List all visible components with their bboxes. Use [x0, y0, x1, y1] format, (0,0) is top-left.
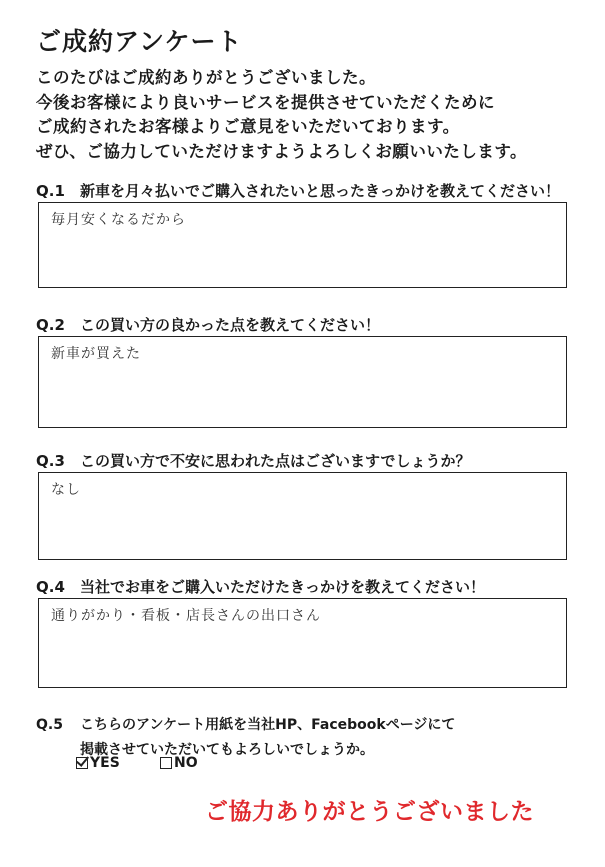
question-number: Q.2: [36, 316, 65, 334]
option-no[interactable]: [160, 755, 198, 771]
question-text: この買い方で不安に思われた点はございますでしょうか？: [80, 452, 471, 470]
question-text: 新車を月々払いでご購入されたいと思ったきっかけを教えてください！: [80, 182, 561, 200]
question-number: Q.3: [36, 452, 65, 470]
question-number: Q.5: [36, 717, 63, 733]
checkbox-checked-icon[interactable]: [76, 757, 88, 769]
question-text: こちらのアンケート用紙を当社HP、Facebookページにて: [80, 717, 456, 733]
answer-box-4[interactable]: [38, 598, 567, 688]
answer-text: なし: [51, 482, 81, 498]
checkbox-empty-icon[interactable]: [160, 757, 172, 769]
intro-line: ぜひ、ご協力していただけますようよろしくお願いいたします。: [36, 141, 528, 161]
option-label: YES: [90, 755, 120, 771]
answer-text: 通りがかり・看板・店長さんの出口さん: [51, 608, 321, 624]
question-4: [36, 576, 596, 597]
answer-text: 新車が買えた: [51, 346, 141, 362]
question-number: Q.1: [36, 182, 65, 200]
intro-line: 今後お客様により良いサービスを提供させていただくために: [36, 92, 495, 112]
thanks-message: ご協力ありがとうございました: [205, 799, 534, 825]
intro-line: このたびはご成約ありがとうございました。: [36, 68, 376, 87]
answer-text: 毎月安くなるだから: [51, 212, 186, 228]
question-3: [36, 450, 596, 471]
question-text: この買い方の良かった点を教えてください！: [80, 316, 381, 334]
option-yes[interactable]: [76, 755, 120, 771]
question-number: Q.4: [36, 578, 65, 596]
intro-text: [36, 66, 596, 164]
question-1: [36, 180, 596, 201]
question-text: 当社でお車をご購入いただけたきっかけを教えてください！: [80, 578, 486, 596]
question-2: [36, 314, 596, 335]
answer-box-2[interactable]: [38, 336, 567, 428]
answer-box-3[interactable]: [38, 472, 567, 560]
survey-title: ご成約アンケート: [36, 27, 243, 56]
intro-line: ご成約されたお客様よりご意見をいただいております。: [36, 117, 460, 136]
question-5-line-2: 掲載させていただいてもよろしいでしょうか。: [80, 742, 374, 758]
answer-box-1[interactable]: [38, 202, 567, 288]
question-5: [36, 714, 596, 734]
option-label: NO: [174, 755, 198, 771]
